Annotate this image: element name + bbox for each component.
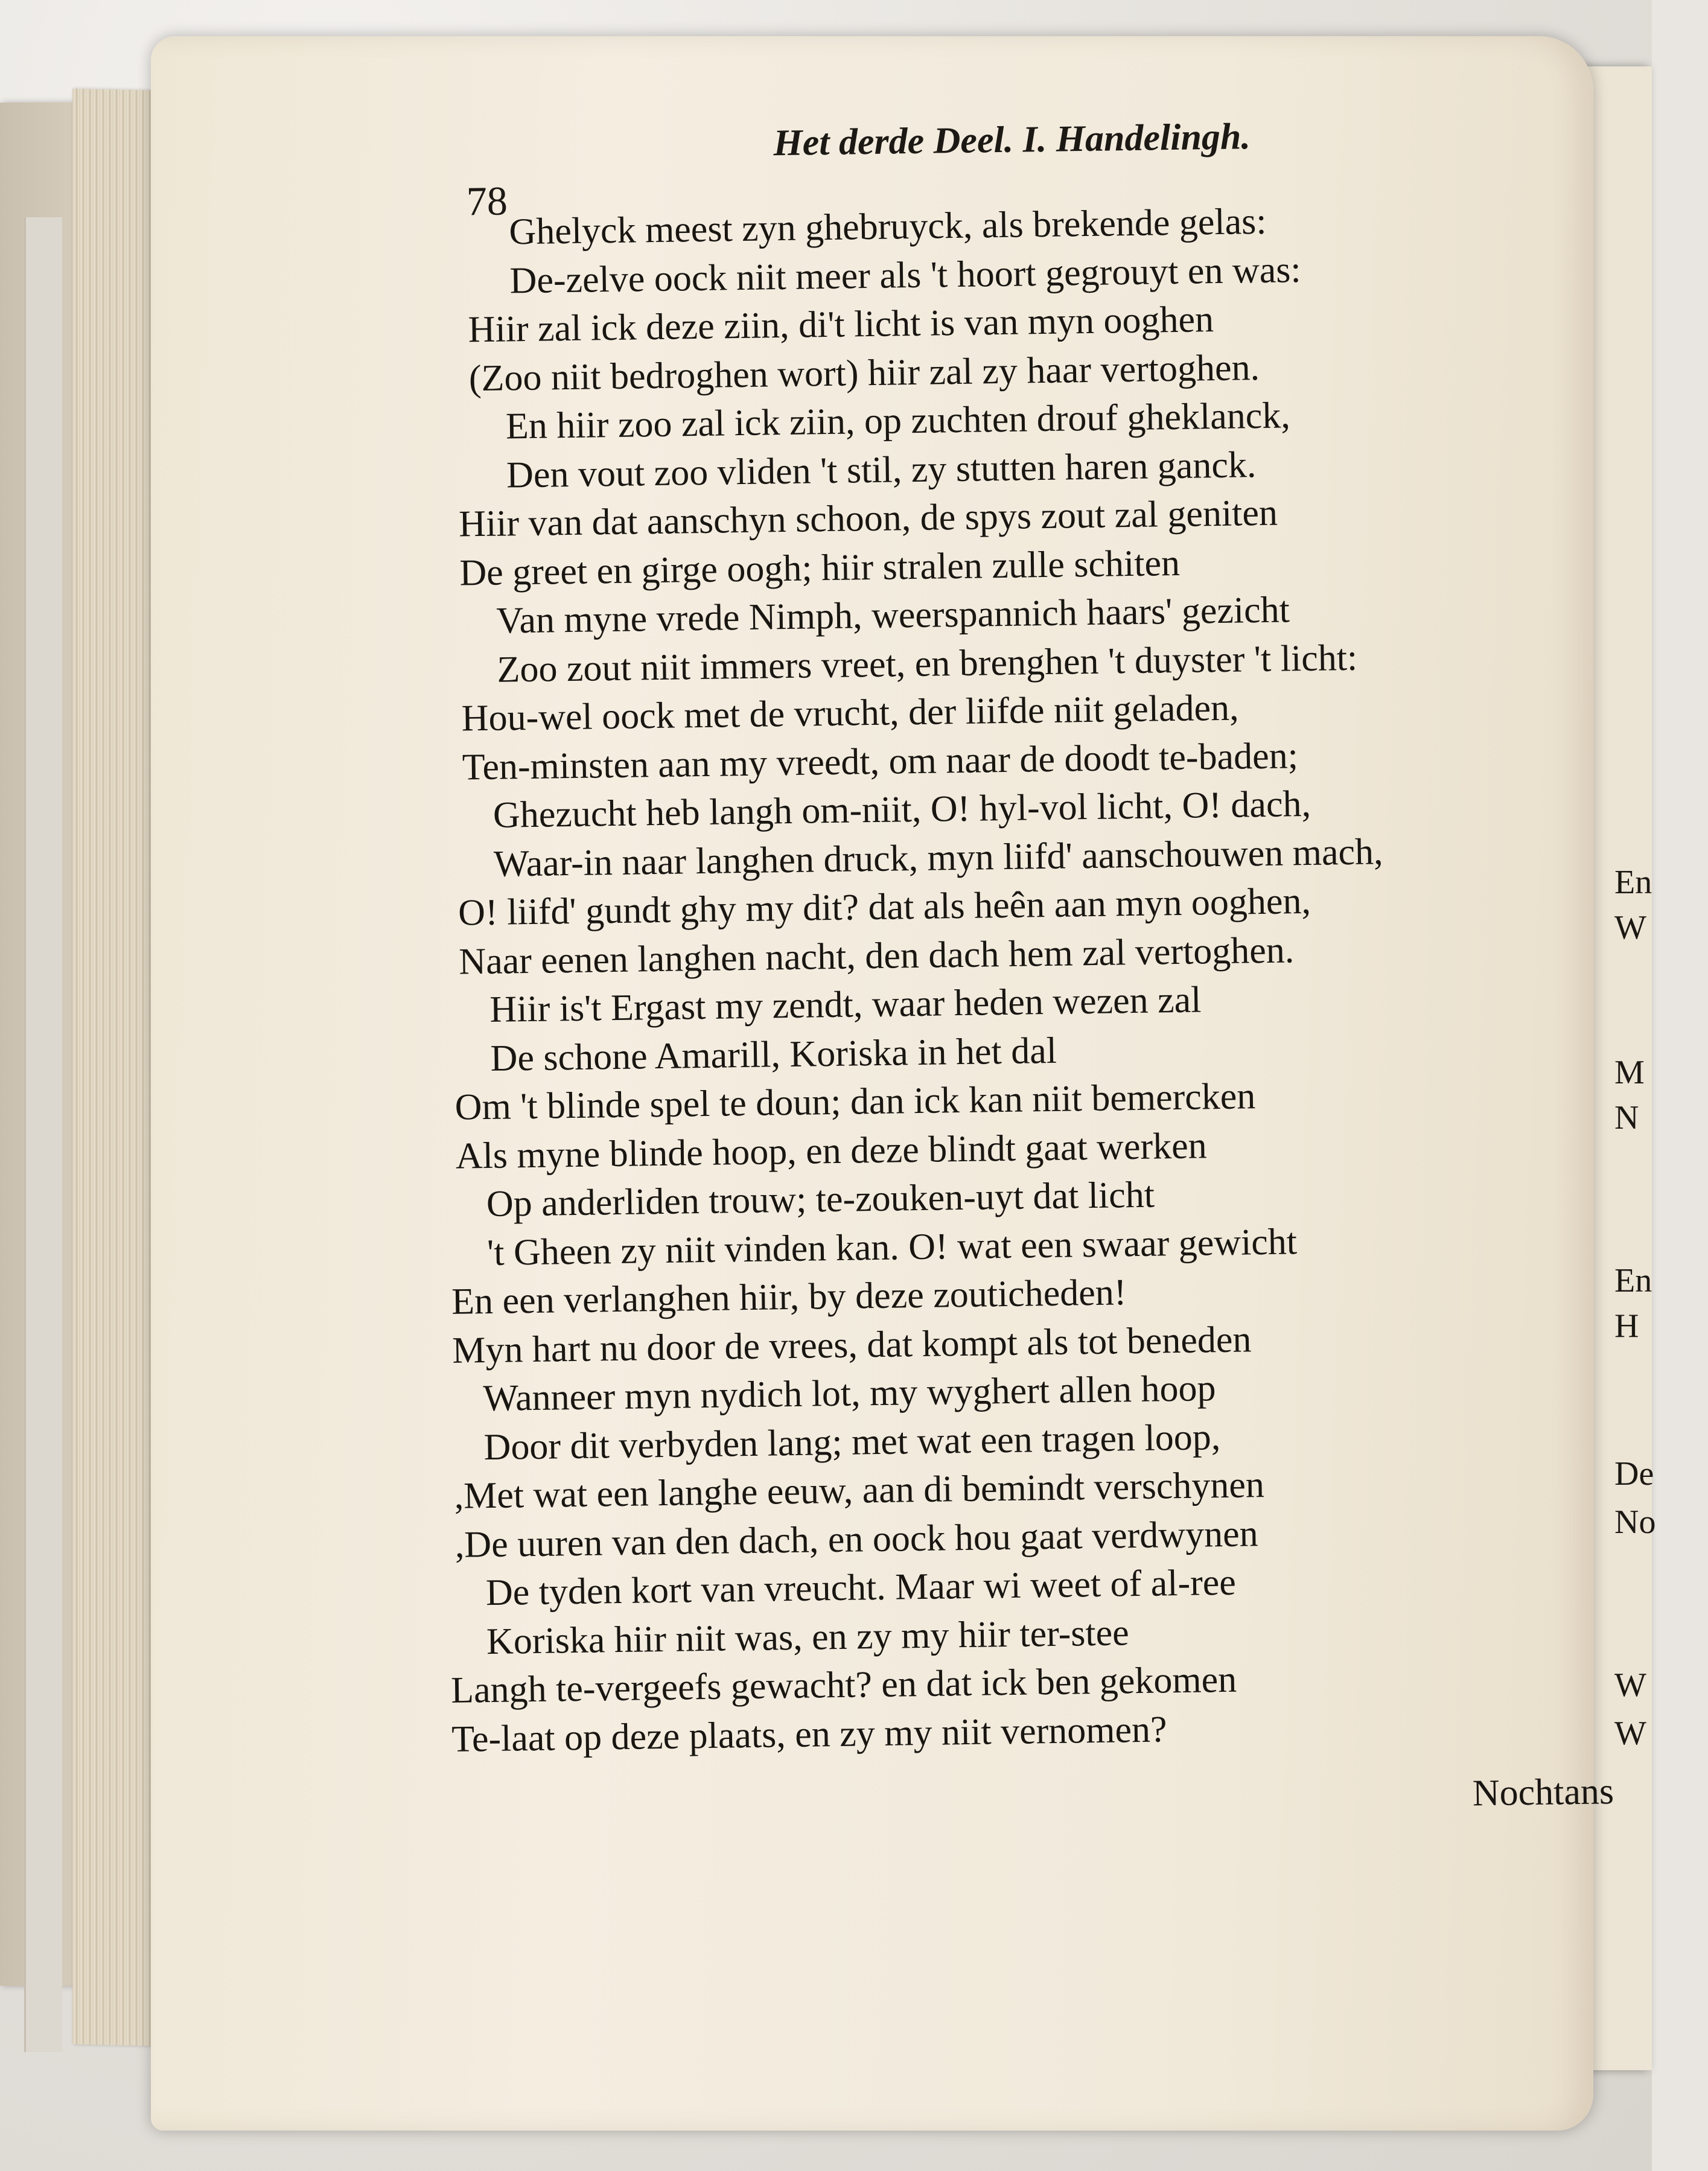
facing-page-fragment: De <box>1614 1455 1654 1493</box>
verse-line: ,De uuren van den dach, en oock hou gaat verdwynen <box>454 1513 1259 1566</box>
verse-line: De tyden kort van vreucht. Maar wi weet of al-ree <box>485 1561 1237 1614</box>
verse-line: Om 't blinde spel te doun; dan ick kan niit bemercken <box>454 1076 1256 1128</box>
facing-page-fragment: W <box>1614 1715 1646 1752</box>
verse-line: Ghezucht heb langh om-niit, O! hyl-vol licht, O! dach, <box>492 783 1311 836</box>
verse-line: Als myne blinde hoop, en deze blindt gaat werken <box>455 1124 1208 1177</box>
verse-line: Hiir is't Ergast my zendt, waar heden wezen zal <box>489 979 1202 1030</box>
verse-line: Langh te-vergeefs gewacht? en dat ick ben gekomen <box>450 1659 1237 1711</box>
verse-line: En een verlanghen hiir, by deze zouticheden! <box>451 1272 1127 1322</box>
verse-line: Te-laat op deze plaats, en zy my niit vernomen? <box>451 1708 1167 1760</box>
verse-line: Van myne vrede Nimph, weerspannich haars' gezicht <box>496 589 1290 642</box>
verse-line: Hiir zal ick deze ziin, di't licht is van myn ooghen <box>468 299 1214 351</box>
facing-page-fragment: H <box>1614 1307 1639 1345</box>
verse-line: Hou-wel oock met de vrucht, der liifde niit geladen, <box>461 687 1239 739</box>
verse-line: Waar-in naar langhen druck, myn liifd' aanschouwen mach, <box>493 830 1383 885</box>
verse-line: De greet en girge oogh; hiir stralen zulle schiten <box>459 542 1181 594</box>
verse-line: O! liifd' gundt ghy my dit? dat als heên aan myn ooghen, <box>457 880 1311 934</box>
page-text-block <box>138 27 1614 2141</box>
verse-line: Myn hart nu door de vrees, dat kompt als tot beneden <box>451 1318 1252 1371</box>
verse-line: ,Met wat een langhe eeuw, aan di bemindt verschynen <box>454 1464 1265 1517</box>
facing-page-fragment: N <box>1614 1099 1639 1137</box>
facing-page-fragment: En <box>1614 864 1652 901</box>
cover-edge <box>24 217 62 2052</box>
verse-line: Ghelyck meest zyn ghebruyck, als brekende gelas: <box>509 200 1267 253</box>
verse-line: Op anderliden trouw; te-zouken-uyt dat licht <box>486 1174 1155 1225</box>
facing-page-fragment: En <box>1614 1262 1652 1299</box>
verse-line: (Zoo niit bedroghen wort) hiir zal zy haar vertoghen. <box>468 346 1260 399</box>
facing-page-fragment: No <box>1614 1503 1656 1541</box>
verse-line: Naar eenen langhen nacht, den dach hem zal vertoghen. <box>458 929 1295 983</box>
verse-line: Ten-minsten aan my vreedt, om naar de doodt te-baden; <box>462 735 1299 788</box>
verse-line: Hiir van dat aanschyn schoon, de spys zout zal geniten <box>458 492 1278 545</box>
catchword: Nochtans <box>1472 1771 1614 1814</box>
verse-line: Den vout zoo vliden 't stil, zy stutten haren ganck. <box>506 444 1257 496</box>
verse-line: Wanneer myn nydich lot, my wyghert allen hoop <box>483 1368 1216 1420</box>
verse-line: Koriska hiir niit was, en zy my hiir ter-stee <box>486 1612 1130 1662</box>
verse-line: En hiir zoo zal ick ziin, op zuchten drouf gheklanck, <box>505 395 1291 447</box>
verse-line: Door dit verbyden lang; met wat een tragen loop, <box>483 1416 1221 1468</box>
facing-page-fragment: W <box>1614 1666 1646 1704</box>
page-number: 78 <box>466 177 508 225</box>
verse-line: De schone Amarill, Koriska in het dal <box>490 1030 1057 1079</box>
facing-page-fragment: M <box>1614 1054 1645 1091</box>
verse-line: 't Gheen zy niit vinden kan. O! wat een swaar gewicht <box>486 1220 1298 1274</box>
running-title: Het derde Deel. I. Handelingh. <box>773 116 1251 164</box>
book-page <box>151 36 1614 2131</box>
verse-line: De-zelve oock niit meer als 't hoort gegrouyt en was: <box>509 249 1302 301</box>
verse-line: Zoo zout niit immers vreet, en brenghen 't duyster 't licht: <box>497 637 1358 690</box>
facing-page-fragment: W <box>1614 909 1646 946</box>
